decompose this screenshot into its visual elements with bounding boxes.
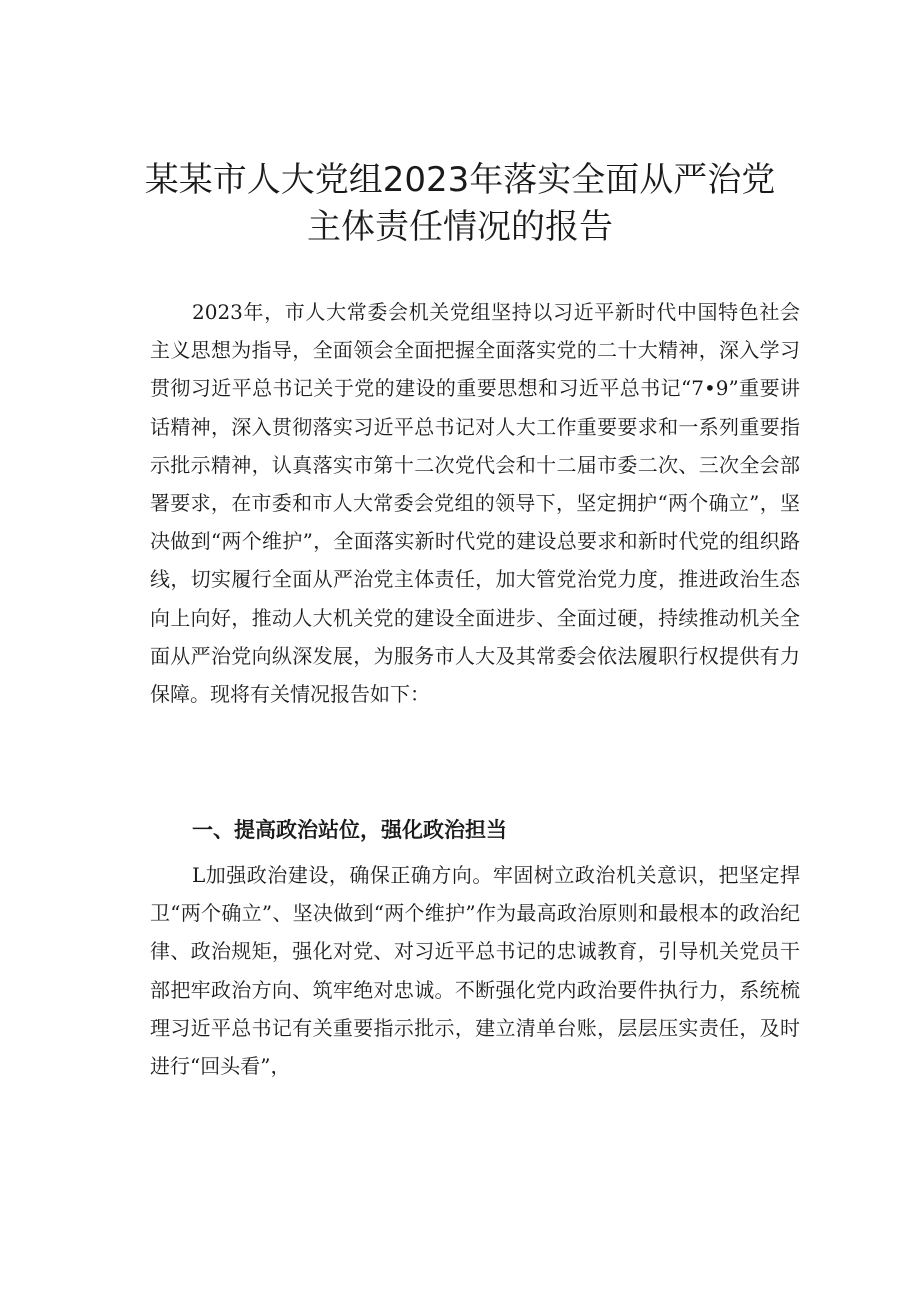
- document-title-line2: 主体责任情况的报告: [307, 207, 613, 247]
- section-heading-1: 一、提高政治站位，强化政治担当: [192, 818, 507, 842]
- section1-paragraph: L加强政治建设，确保正确方向。牢固树立政治机关意识，把坚定捍卫“两个确立”、坚决做到“两个维护”作为最高政治原则和最根本的政治纪律、政治规矩，强化对党、对习近平总书记的忠诚教育，引导机关党员干部把牢政治方向、筑牢绝对忠诚。不断强化党内政治要件执行力，系统梳理习近平总书记有关重要指示批示，建立清单台账，层层压实责任，及时进行“回头看”，: [150, 863, 800, 1079]
- intro-paragraph: 2023年，市人大常委会机关党组坚持以习近平新时代中国特色社会主义思想为指导，全面领会全面把握全面落实党的二十大精神，深入学习贯彻习近平总书记关于党的建设的重要思想和习近平总书记“7•9”重要讲话精神，深入贯彻落实习近平总书记对人大工作重要要求和一系列重要指示批示精神，认真落实市第十二次党代会和十二届市委二次、三次全会部署要求，在市委和市人大常委会党组的领导下，坚定拥护“两个确立”，坚决做到“两个维护”，全面落实新时代党的建设总要求和新时代党的组织路线，切实履行全面从严治党主体责任，加大管党治党力度，推进政治生态向上向好，推动人大机关党的建设全面进步、全面过硬，持续推动机关全面从严治党向纵深发展，为服务市人大及其常委会依法履职行权提供有力保障。现将有关情况报告如下：: [150, 300, 800, 707]
- document-title-line1: 某某市人大党组2023年落实全面从严治党: [144, 160, 776, 200]
